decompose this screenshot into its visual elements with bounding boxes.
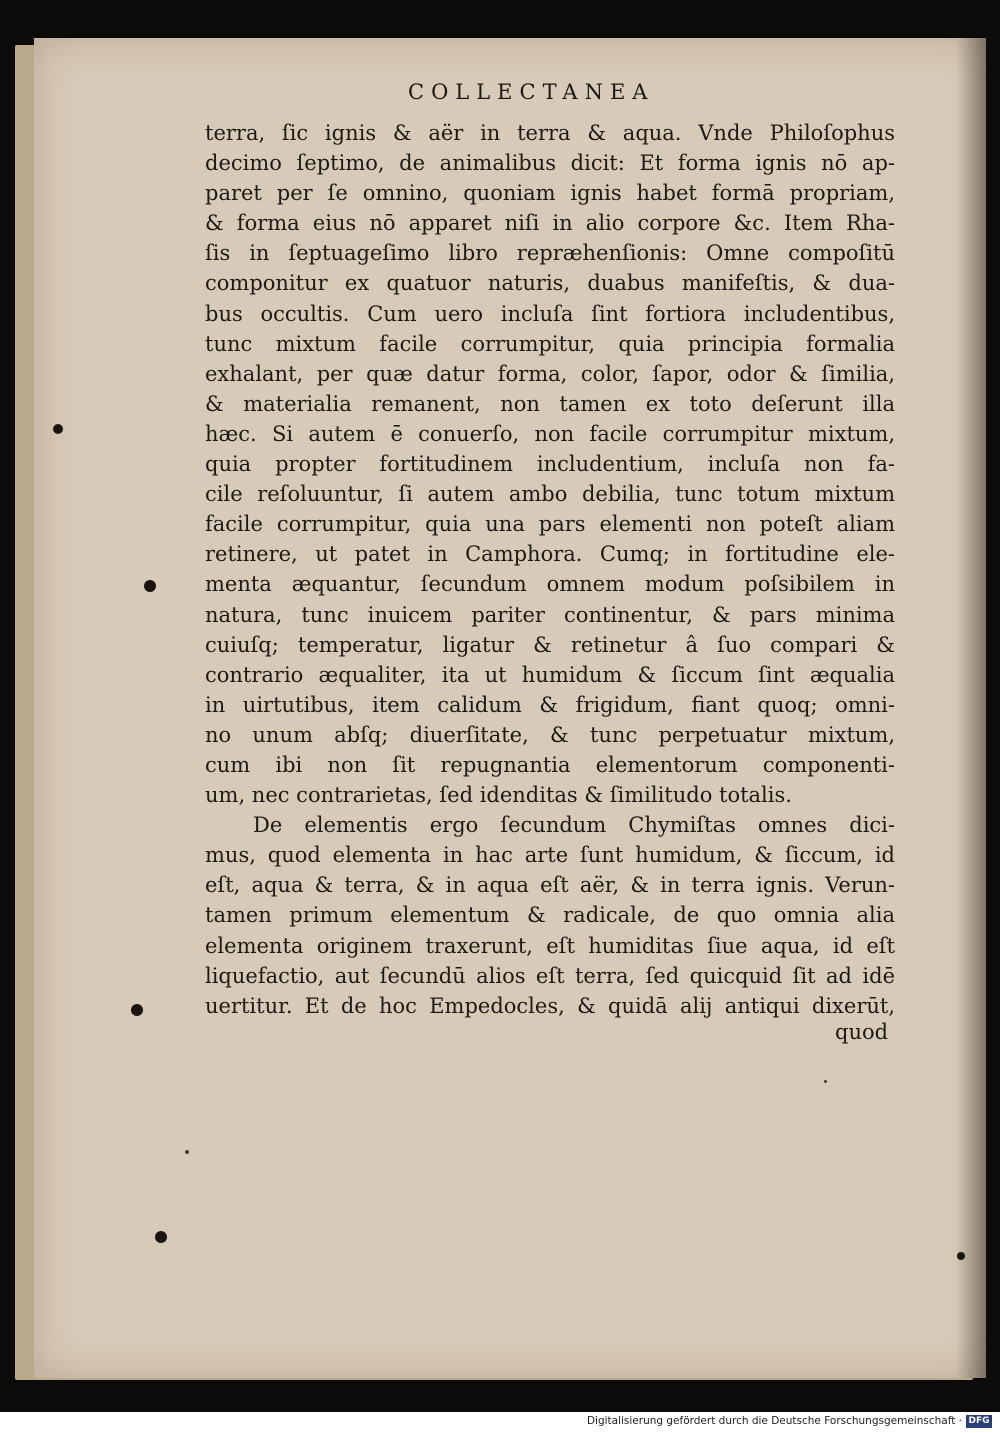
text-line: tunc mixtum facile corrumpitur, quia principia formalia [205, 331, 895, 356]
binding-hole [155, 1231, 167, 1243]
binding-hole [53, 424, 63, 434]
text-line: um, nec contrarietas, ſed idenditas & ſimilitudo totalis. [205, 783, 792, 808]
text-line: no unum abſq; diuerſitate, & tunc perpetuatur mixtum, [205, 722, 895, 747]
text-line: mus, quod elementa in hac arte ſunt humidum, & ſiccum, id [205, 843, 895, 868]
funding-credit: Digitalisierung gefördert durch die Deutsche Forschungsgemeinschaft · [586, 1415, 962, 1427]
text-line: paret per ſe omnino, quoniam ignis habet formā propriam, [205, 181, 895, 206]
dfg-logo: DFG [966, 1415, 992, 1428]
running-head: COLLECTANEA [408, 80, 655, 104]
footer-bar [0, 1412, 1000, 1433]
text-line: cile reſoluuntur, ſi autem ambo debilia, tunc totum mixtum [205, 482, 895, 507]
text-line: retinere, ut patet in Camphora. Cumq; in fortitudine ele- [205, 542, 895, 567]
text-line: facile corrumpitur, quia una pars elementi non poteſt aliam [205, 512, 895, 537]
catchword: quod [835, 1020, 889, 1044]
text-line: & materialia remanent, non tamen ex toto deſerunt illa [205, 391, 895, 416]
text-line: exhalant, per quæ datur forma, color, ſapor, odor & ſimilia, [205, 361, 895, 386]
text-line: uertitur. Et de hoc Empedocles, & quidā alij antiqui dixerūt, [205, 993, 895, 1018]
binding-hole [131, 1004, 143, 1016]
text-line-paragraph-start: De elementis ergo ſecundum Chymiſtas omnes dici- [253, 813, 895, 838]
text-line: cum ibi non ſit repugnantia elementorum componenti- [205, 752, 895, 777]
text-line: decimo ſeptimo, de animalibus dicit: Et forma ignis nō ap- [205, 151, 895, 176]
page-binding-shadow [956, 38, 986, 1378]
body-text [205, 118, 895, 1021]
text-line: eſt, aqua & terra, & in aqua eſt aër, & in terra ignis. Verun- [205, 873, 895, 898]
text-line: liquefactio, aut ſecundū alios eſt terra, ſed quicquid ſit ad idē [205, 963, 895, 988]
binding-hole [957, 1252, 965, 1260]
text-line: quia propter fortitudinem includentium, incluſa non fa- [205, 452, 895, 477]
paper-speck [185, 1150, 189, 1154]
text-line: elementa originem traxerunt, eſt humiditas ſiue aqua, id eſt [205, 933, 895, 958]
text-line: natura, tunc inuicem pariter continentur, & pars minima [205, 602, 895, 627]
text-line: componitur ex quatuor naturis, duabus manifeſtis, & dua- [205, 271, 895, 296]
text-line: & forma eius nō apparet niſi in alio corpore &c. Item Rha- [205, 211, 895, 236]
binding-hole [144, 580, 156, 592]
text-line: menta æquantur, ſecundum omnem modum poſsibilem in [205, 572, 895, 597]
text-line: in uirtutibus, item calidum & frigidum, fiant quoq; omni- [205, 692, 895, 717]
text-line: terra, ſic ignis & aër in terra & aqua. Vnde Philoſophus [205, 121, 895, 145]
text-line: ſis in ſeptuageſimo libro repræhenſionis: Omne compoſitū [205, 241, 895, 266]
text-line: tamen primum elementum & radicale, de quo omnia alia [205, 903, 895, 928]
text-line: contrario æqualiter, ita ut humidum & ſiccum ſint æqualia [205, 662, 895, 687]
text-line: cuiuſq; temperatur, ligatur & retinetur â ſuo compari & [205, 632, 895, 657]
paper-speck [824, 1080, 827, 1083]
text-line: hæc. Si autem ē conuerſo, non facile corrumpitur mixtum, [205, 421, 895, 446]
text-line: bus occultis. Cum uero incluſa ſint fortiora includentibus, [205, 301, 895, 326]
